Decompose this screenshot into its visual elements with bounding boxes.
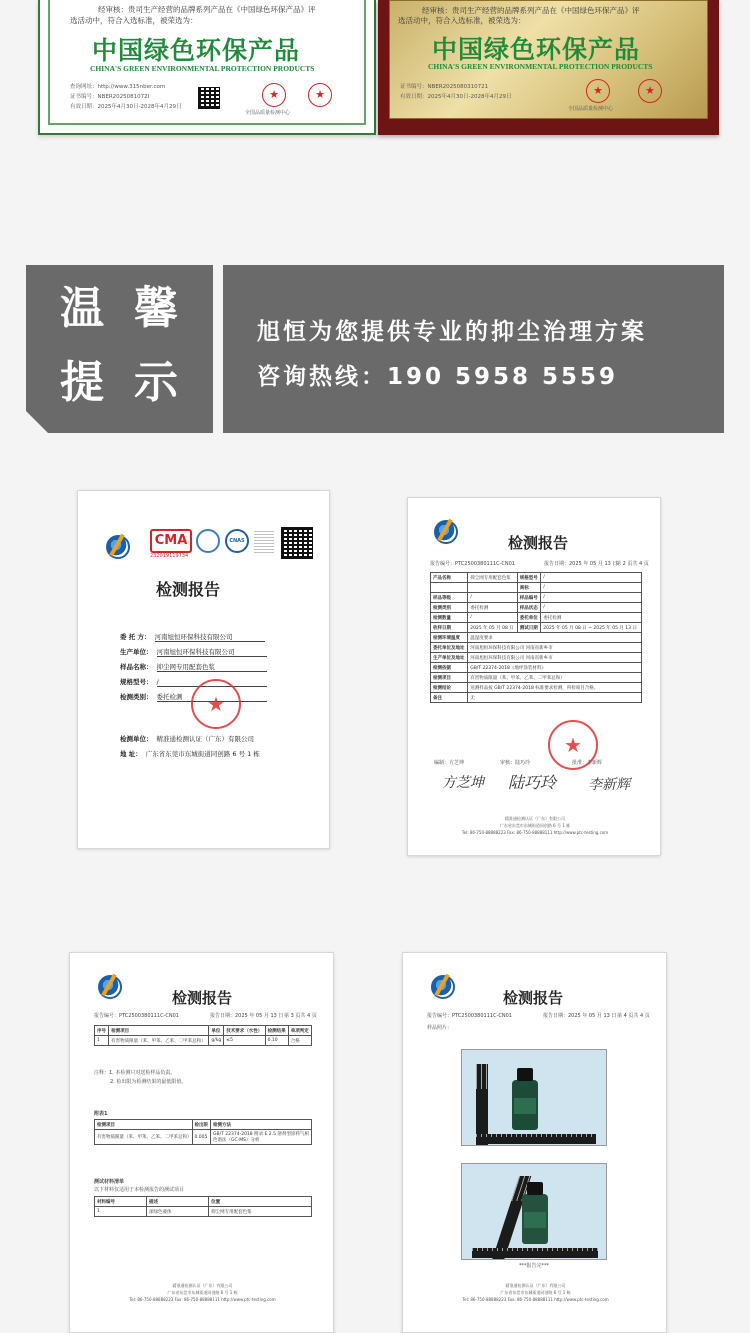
table-cell-label: 样品等级 <box>431 593 468 603</box>
table-cell-value: 2025 年 05 月 08 日 <box>468 623 518 633</box>
note-line: 2. 检出限为检测结果的最低限值。 <box>110 1079 187 1085</box>
ptc-logo-icon <box>431 975 455 999</box>
cert-title: 中国绿色环保产品 <box>92 36 301 65</box>
report-page-no: 第 3 页共 4 页 <box>284 1013 317 1019</box>
ptc-logo-icon <box>106 535 130 559</box>
sample-bottle-icon <box>522 1194 548 1244</box>
appendix-table <box>94 1119 312 1145</box>
cert-number: 证书编号：NBER2025081072I <box>70 94 150 100</box>
table-row <box>431 583 642 593</box>
col-header: 技术要求（水性） <box>224 1026 265 1036</box>
warm-tip-box <box>26 265 213 433</box>
table-cell-label: 生产单位及地址 <box>431 653 468 663</box>
signature-reviewer: 陆巧玲 <box>508 773 557 792</box>
col-header: 检出限 <box>192 1120 211 1130</box>
table-cell-value: 河南旭恒环保科技有限公司 河南省新乡市 <box>468 643 642 653</box>
table-cell-value: 河南旭恒环保科技有限公司 河南省新乡市 <box>468 653 642 663</box>
cert-valid-date: 有效日期：2025年4月30日-2028年4月29日 <box>400 94 512 100</box>
table-row <box>431 623 642 633</box>
hotline-text[interactable]: 咨询热线：190 5958 5559 <box>257 364 619 390</box>
table-row <box>431 593 642 603</box>
table-cell-value: / <box>468 593 518 603</box>
report-page-3 <box>69 952 334 1333</box>
col-header: 检测项目 <box>95 1120 193 1130</box>
col-header: 序号 <box>95 1026 109 1036</box>
material-table <box>94 1196 312 1217</box>
material-list-sub: 以下材料仅适用于本检测报告的测试项目 <box>94 1187 185 1193</box>
red-seal-icon: ★ <box>308 83 332 107</box>
report-number: 报告编号：PTC2500380111C-CN01 <box>94 1013 179 1019</box>
footer-address: 广东省东莞市东城街道同创路 6 号 1 栋 <box>499 823 571 828</box>
cert-review-line: 经审核：贵司生产经营的品牌系列产品在《中国绿色环保产品》评 <box>98 5 316 14</box>
col-header: 材料编号 <box>95 1197 147 1207</box>
footer-address: 广东省东莞市东城街道同创路 6 号 1 栋 <box>167 1290 238 1295</box>
table-cell-value: 送测样品按 GB/T 22374-2018 标准要求检测，所检项目合格。 <box>468 683 642 693</box>
table-row <box>431 653 642 663</box>
col-header: 单项判定 <box>288 1026 311 1036</box>
table-row: 1 有害物质限量（苯、甲苯、乙苯、二甲苯总和） g/kg ≤5 0.10 合格 <box>95 1036 312 1046</box>
field-producer: 生产单位： 河南旭恒环保科技有限公司 <box>120 647 267 657</box>
red-seal-icon: ★ <box>262 83 286 107</box>
report-date: 报告日期：2025 年 05 月 13 日 <box>210 1013 284 1019</box>
ruler-horizontal <box>472 1248 598 1258</box>
table-row <box>431 573 642 583</box>
table-cell-label: 检测数量 <box>431 613 468 623</box>
result-table <box>94 1025 312 1046</box>
ptc-logo-icon <box>434 520 458 544</box>
table-cell-value: 2025 年 05 月 08 日 ~ 2025 年 05 月 13 日 <box>541 623 642 633</box>
table-cell-label: 商标 <box>517 583 540 593</box>
signature-author: 方芝坤 <box>442 775 484 791</box>
appendix-title: 附表1 <box>94 1111 108 1117</box>
field-test-type: 检测类别： 委托检测 <box>120 692 267 702</box>
table-cell-value <box>468 583 518 593</box>
table-cell-label: 收样日期 <box>431 623 468 633</box>
footer-company: 精准通检测认证（广东）有限公司 <box>505 1283 566 1288</box>
footer-address: 广东省东莞市东城街道同创路 6 号 1 栋 <box>500 1290 571 1295</box>
table-cell-value: 无 <box>468 693 642 703</box>
ptc-logo-icon <box>98 975 122 999</box>
footer-company: 精准通检测认证（广东）有限公司 <box>505 816 565 821</box>
table-cell-value: 温湿度要求 <box>468 633 642 643</box>
col-header: 描述 <box>146 1197 208 1207</box>
table-row <box>431 693 642 703</box>
table-cell-label: 备注 <box>431 693 468 703</box>
report-page-no: 第 2 页共 4 页 <box>616 561 649 567</box>
table-cell-label: 样品编号 <box>517 593 540 603</box>
col-header: 检测项目 <box>109 1026 209 1036</box>
footer-contact: Tel: 86-750-88888223 Fax: 86-750-88888111 http://www.ptc-testing.com <box>461 830 609 835</box>
photo-label: 样品照片： <box>427 1025 453 1031</box>
table-row <box>431 643 642 653</box>
qr-code-icon <box>281 527 313 559</box>
field-lab: 检测单位： 精准通检测认证（广东）有限公司 <box>120 735 254 743</box>
cert-subtitle-en: CHINA'S GREEN ENVIRONMENTAL PROTECTION PRODUCTS <box>428 62 653 71</box>
report-title: 检测报告 <box>508 534 569 552</box>
cert-valid-date: 有效日期：2025年4月30日-2028年4月29日 <box>70 104 182 110</box>
table-cell-value: / <box>541 573 642 583</box>
report-title: 检测报告 <box>172 989 233 1007</box>
table-row <box>431 603 642 613</box>
table-cell-label: 样品状态 <box>517 603 540 613</box>
footer-contact: Tel: 86-750-88888223 Fax: 86-750-88888111 http://www.ptc-testing.com <box>129 1297 276 1302</box>
table-cell-value: 有害物质限量（苯、甲苯、乙苯、二甲苯总和） <box>468 673 642 683</box>
report-page-4 <box>402 952 667 1333</box>
ilac-mark-icon <box>196 529 220 553</box>
report-cover-page <box>77 490 330 849</box>
cert-center: 全国品质量检测中心 <box>568 106 614 112</box>
report-page-2 <box>407 497 661 856</box>
report-date: 报告日期：2025 年 05 月 13 日 <box>544 561 618 567</box>
table-cell-label: 测试日期 <box>517 623 540 633</box>
tip-char: 提 <box>60 357 104 408</box>
table-cell-label: 规格型号 <box>517 573 540 583</box>
info-box <box>223 265 724 433</box>
sign-label-reviewer: 审核：陆巧玲 <box>500 760 531 766</box>
table-cell-label: 产品名称 <box>431 573 468 583</box>
report-date: 报告日期：2025 年 05 月 13 日 <box>543 1013 617 1019</box>
table-row <box>431 633 642 643</box>
tip-char: 温 <box>60 283 104 334</box>
footer-contact: Tel: 86-750-88888223 Fax: 86-750-88888111 http://www.ptc-testing.com <box>462 1297 609 1302</box>
table-cell-value: / <box>541 583 642 593</box>
cert-query-site: 查询网址：http://www.315nber.com <box>70 84 166 90</box>
cert-review-line: 经审核：贵司生产经营的品牌系列产品在《中国绿色环保产品》评 <box>422 6 640 15</box>
col-header: 单位 <box>209 1026 224 1036</box>
table-cell-value: / <box>468 613 518 623</box>
table-cell-value: 委托检测 <box>468 603 518 613</box>
table-cell-label <box>431 583 468 593</box>
cert-review-line-2: 选活动中，符合入选标准，被荣选为： <box>70 16 198 25</box>
col-header: 检测方法 <box>211 1120 312 1130</box>
ruler-horizontal <box>476 1134 596 1144</box>
field-model: 规格型号： / <box>120 677 267 687</box>
field-sample-name: 样品名称： 抑尘网专用配套色浆 <box>120 662 267 672</box>
table-row: 1 深绿色液体 抑尘网专用配套色浆 <box>95 1207 312 1217</box>
table-cell-value: 抑尘网专用配套色浆 <box>468 573 518 583</box>
table-cell-label: 检测环境温度 <box>431 633 468 643</box>
sample-photo-2 <box>461 1163 607 1260</box>
table-cell-label: 委托单位 <box>517 613 540 623</box>
cert-number: 证书编号：NBER2025080310721 <box>400 84 489 90</box>
red-seal-icon: ★ <box>638 79 662 103</box>
cma-mark: CMA <box>150 529 192 553</box>
signature-approver: 李新辉 <box>588 777 630 793</box>
service-slogan: 旭恒为您提供专业的抑尘治理方案 <box>257 319 647 345</box>
cert-subtitle-en: CHINA'S GREEN ENVIRONMENTAL PROTECTION PRODUCTS <box>90 64 315 73</box>
table-cell-value: / <box>541 593 642 603</box>
accreditation-text-block <box>254 531 274 553</box>
report-page-no: 第 4 页共 4 页 <box>617 1013 650 1019</box>
report-number: 报告编号：PTC2500380111C-CN01 <box>430 561 515 567</box>
sample-photo-1 <box>461 1049 607 1146</box>
col-header: 位置 <box>209 1197 312 1207</box>
red-seal-icon: ★ <box>191 679 241 729</box>
material-list-title: 测试材料清单 <box>94 1179 125 1185</box>
qr-code-icon <box>198 87 220 109</box>
field-address: 地 址： 广东省东莞市东城街道同创路 6 号 1 栋 <box>120 750 260 758</box>
table-row: 有害物质限量（苯、甲苯、乙苯、二甲苯总和） 0.005 GB/T 22374-2018 附录 E 2.5 溶剂型涂料气相色谱法（GC-MS）分析 <box>95 1130 312 1145</box>
report-title: 检测报告 <box>503 989 564 1007</box>
box-corner-cut <box>26 411 48 433</box>
sign-label-approver: 批准：李新辉 <box>572 760 603 766</box>
report-end-mark: ***报告完*** <box>519 1263 550 1269</box>
report-title: 检测报告 <box>156 580 221 599</box>
cert-review-line-2: 选活动中，符合入选标准，被荣选为： <box>398 16 526 25</box>
tip-char: 示 <box>134 357 178 408</box>
red-seal-icon: ★ <box>586 79 610 103</box>
cert-title: 中国绿色环保产品 <box>432 35 641 64</box>
cert-center: 全国品质量检测中心 <box>245 110 291 116</box>
table-cell-value: GB/T 22374-2018《地坪涂装材料》 <box>468 663 642 673</box>
footer-company: 精准通检测认证（广东）有限公司 <box>172 1283 233 1288</box>
report-number: 报告编号：PTC2500380111C-CN01 <box>427 1013 512 1019</box>
sign-label-author: 编制：方芝坤 <box>434 760 465 766</box>
red-seal-icon: ★ <box>548 720 598 770</box>
col-header: 检测结果 <box>265 1026 288 1036</box>
table-row <box>431 673 642 683</box>
table-cell-label: 检测项目 <box>431 673 468 683</box>
certificate-gold-plate <box>389 0 708 119</box>
certificate-green-left <box>38 0 376 135</box>
field-client: 委 托 方： 河南旭恒环保科技有限公司 <box>120 632 265 642</box>
table-cell-label: 检测类别 <box>431 603 468 613</box>
sample-bottle-icon <box>512 1080 538 1130</box>
table-row <box>431 613 642 623</box>
table-cell-value: / <box>541 603 642 613</box>
table-row <box>431 683 642 693</box>
table-cell-value: 委托检测 <box>541 613 642 623</box>
certificate-gold-right <box>378 0 719 135</box>
table-cell-label: 检测依据 <box>431 663 468 673</box>
table-cell-label: 检测结论 <box>431 683 468 693</box>
tip-char: 馨 <box>134 283 178 334</box>
note-line: 注释：1. 本检测只对送检样品负责。 <box>94 1070 176 1076</box>
table-row <box>431 663 642 673</box>
cnas-mark: CNAS <box>225 529 249 553</box>
table-cell-label: 委托单位及地址 <box>431 643 468 653</box>
report-info-table <box>430 572 642 703</box>
cma-number: 232019119734 <box>150 553 189 559</box>
